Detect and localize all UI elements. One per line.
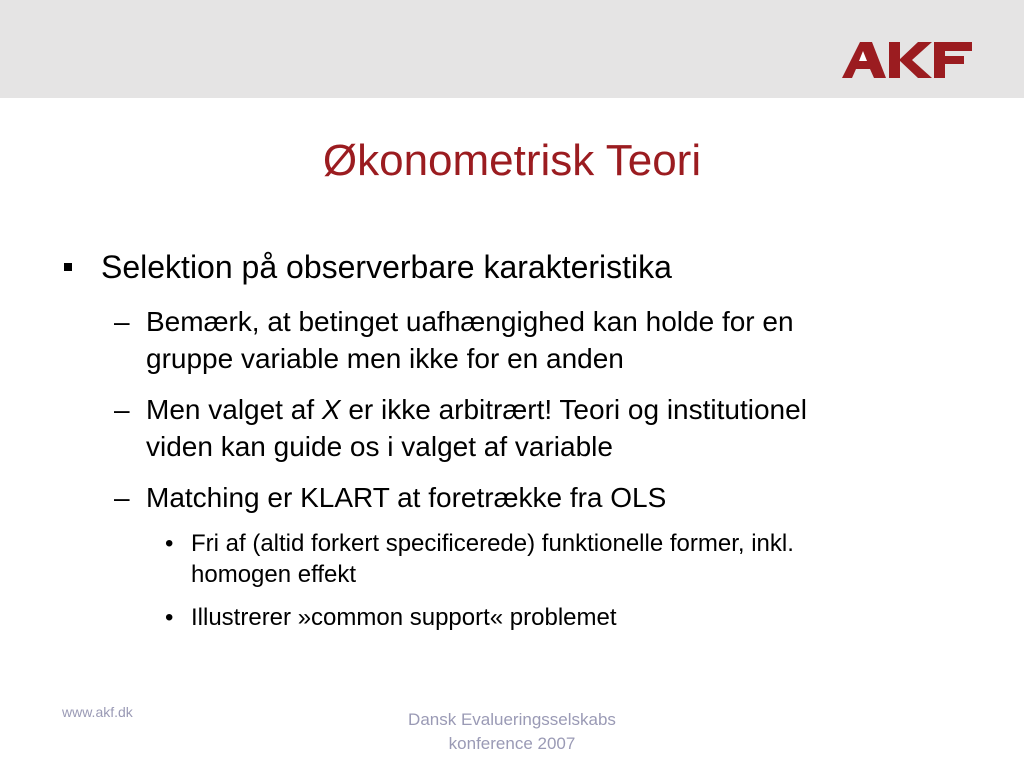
bullet-level2: [60, 303, 970, 377]
bullet-text-line1: Fri af (altid forkert specificerede) funktionelle former, inkl.: [191, 530, 794, 557]
bullet-text-line2: homogen effekt: [191, 561, 357, 588]
bullet-text-line1: Bemærk, at betinget uafhængighed kan holde for en: [146, 306, 794, 337]
footer-conference-line1: Dansk Evalueringsselskabs: [408, 710, 616, 729]
square-bullet-icon: [64, 263, 72, 271]
dot-bullet-icon: •: [165, 530, 174, 557]
bullet-text-line2: viden kan guide os i valget af variable: [146, 431, 613, 462]
bullet-text: Illustrerer »common support« problemet: [191, 604, 617, 631]
bullet-text-before: Men valget af: [146, 394, 322, 425]
bullet-text: Matching er KLART at foretrække fra OLS: [146, 482, 667, 513]
dot-bullet-icon: •: [165, 604, 174, 631]
dash-bullet-icon: –: [114, 306, 130, 337]
slide-title: Økonometrisk Teori: [322, 136, 702, 185]
bullet-level2: [60, 479, 970, 516]
slide-content: [60, 245, 970, 633]
footer-conference-line2: konference 2007: [448, 734, 576, 753]
dash-bullet-icon: –: [114, 394, 130, 425]
footer-url[interactable]: www.akf.dk: [62, 704, 133, 720]
bullet-level1: [60, 245, 970, 289]
bullet-text-after: er ikke arbitrært! Teori og institutionel: [340, 394, 807, 425]
bullet-text-line2: gruppe variable men ikke for en anden: [146, 343, 624, 374]
bullet-text: Selektion på observerbare karakteristika: [101, 249, 672, 285]
bullet-level2: [60, 391, 970, 465]
footer-conference: [300, 708, 724, 756]
bullet-level3: [60, 602, 970, 633]
akf-logo: [842, 40, 974, 80]
bullet-level3: [60, 528, 970, 590]
dash-bullet-icon: –: [114, 482, 130, 513]
bullet-text-italic: X: [321, 394, 341, 425]
